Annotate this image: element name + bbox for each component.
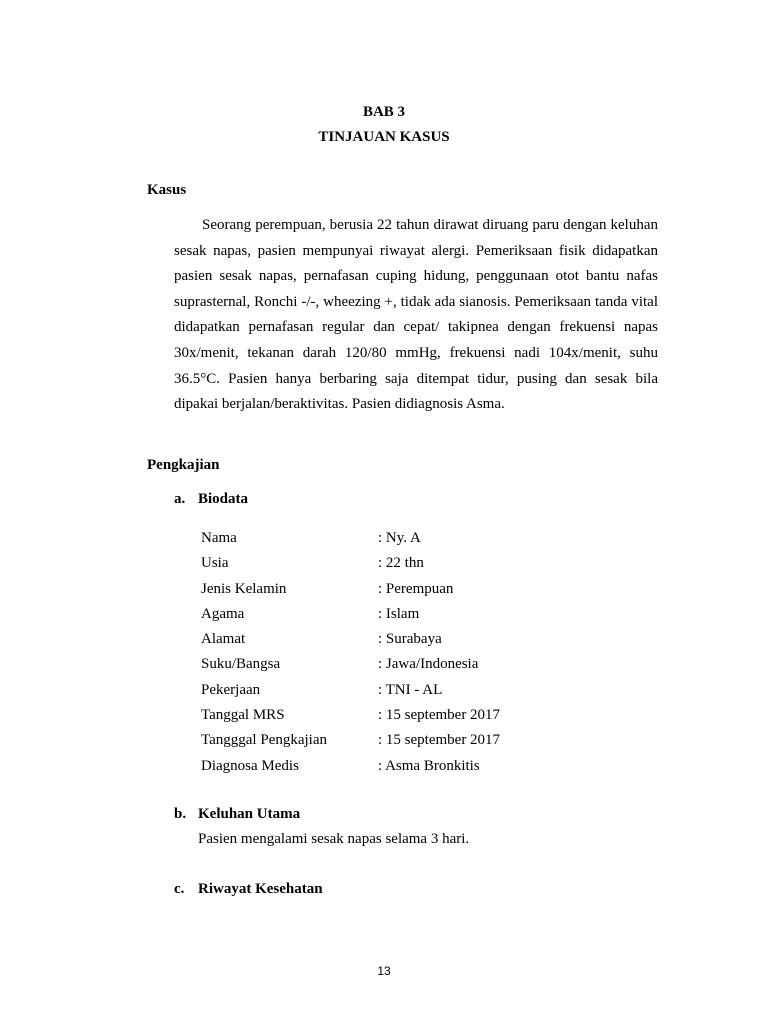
biodata-value: : Asma Bronkitis xyxy=(378,757,480,774)
biodata-label: Tangggal Pengkajian xyxy=(201,732,327,749)
chapter-number: BAB 3 xyxy=(362,104,406,120)
biodata-value: : Ny. A xyxy=(378,530,421,546)
riwayat-kesehatan-marker: c. xyxy=(174,881,185,897)
biodata-label: Nama xyxy=(201,530,237,546)
biodata-label: Alamat xyxy=(201,631,246,648)
biodata-marker: a. xyxy=(174,491,186,507)
biodata-label: Usia xyxy=(201,555,229,572)
biodata-label: Jenis Kelamin xyxy=(201,580,287,597)
kasus-paragraph: Seorang perempuan, berusia 22 tahun dirawat diruang paru dengan keluhan sesak napas, pasien mempunyai riwayat alergi. Pemeriksaan fisik didapatkan pasien sesak napas, pernafasan cuping hidung, penggunaan otot bantu nafas suprasternal, Ronchi -/-, wheezing +, tidak ada sianosis. Pemeriksaan tanda vital didapatkan pernafasan regular dan cepat/ takipnea dengan frekuensi napas 30x/menit, tekanan darah 120/80 mmHg, frekuensi nadi 104x/menit, suhu 36.5°C. Pasien hanya berbaring saja ditempat tidur, pusing dan sesak bila dipakai berjalan/beraktivitas. Pasien didiagnosis Asma. xyxy=(174,217,658,413)
keluhan-utama-text: Pasien mengalami sesak napas selama 3 hari. xyxy=(198,831,470,847)
biodata-label: Tanggal MRS xyxy=(201,707,285,724)
keluhan-utama-title: Keluhan Utama xyxy=(198,806,301,822)
chapter-title: TINJAUAN KASUS xyxy=(318,129,450,145)
biodata-value: : Perempuan xyxy=(378,580,454,597)
biodata-value: : 15 september 2017 xyxy=(378,707,501,724)
biodata-value: : 15 september 2017 xyxy=(378,732,501,749)
page-number: 13 xyxy=(377,964,391,978)
biodata-value: : TNI - AL xyxy=(378,681,443,698)
riwayat-kesehatan-heading xyxy=(174,881,323,898)
biodata-label: Suku/Bangsa xyxy=(201,656,281,673)
biodata-label: Diagnosa Medis xyxy=(201,757,299,774)
biodata-label: Agama xyxy=(201,605,245,622)
biodata-value: : Jawa/Indonesia xyxy=(378,656,479,673)
kasus-heading: Kasus xyxy=(147,182,187,198)
biodata-value: : Islam xyxy=(378,605,420,622)
biodata-title: Biodata xyxy=(198,491,249,507)
keluhan-utama-heading xyxy=(174,806,300,823)
riwayat-kesehatan-title: Riwayat Kesehatan xyxy=(198,881,323,897)
biodata-value: : Surabaya xyxy=(378,631,442,648)
pengkajian-heading: Pengkajian xyxy=(147,457,220,473)
biodata-value: : 22 thn xyxy=(378,555,424,572)
biodata-label: Pekerjaan xyxy=(201,681,261,698)
keluhan-utama-marker: b. xyxy=(174,806,187,822)
biodata-heading xyxy=(174,491,248,508)
